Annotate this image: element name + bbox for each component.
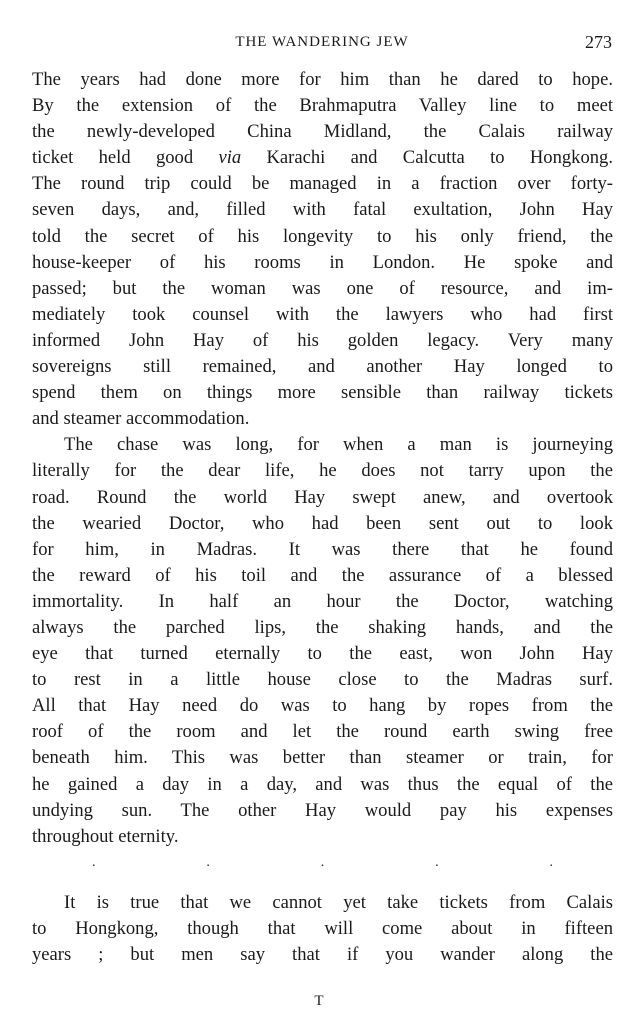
text-line: to Hongkong, though that will come about in fifteen <box>32 917 613 939</box>
text-line: eye that turned eternally to the east, won John Hay <box>32 643 613 665</box>
text-line: immortality. In half an hour the Doctor, watching <box>32 590 613 612</box>
text-line: beneath him. This was better than steamer or train, for <box>32 747 613 769</box>
text-fragment: Karachi and Calcutta to Hongkong. <box>241 147 613 169</box>
section-break <box>32 850 613 876</box>
section-break-dot: . <box>549 854 553 870</box>
text-line: he gained a day in a day, and was thus the equal of the <box>32 773 613 795</box>
text-line: informed John Hay of his golden legacy. Very many <box>32 329 613 351</box>
text-line: sovereigns still remained, and another Hay longed to <box>32 356 613 378</box>
text-line: All that Hay need do was to hang by ropes from the <box>32 695 613 717</box>
signature-mark: T <box>314 993 324 1009</box>
section-break-dot: . <box>435 854 439 870</box>
text-line: for him, in Madras. It was there that he found <box>32 538 613 560</box>
text-line: By the extension of the Brahmaputra Valley line to meet <box>32 95 613 117</box>
text-line: the wearied Doctor, who had been sent out to look <box>32 512 613 534</box>
text-line: The years had done more for him than he dared to hope. <box>32 69 613 90</box>
text-line: house-keeper of his rooms in London. He spoke and <box>32 251 613 273</box>
running-title: THE WANDERING JEW <box>235 34 409 50</box>
section-break-dot: . <box>320 854 325 870</box>
section-break-dot: . <box>92 854 96 870</box>
text-line: The chase was long, for when a man is journeying <box>64 434 613 456</box>
text-line-italic <box>32 145 613 171</box>
text-line: to rest in a little house close to the Madras surf. <box>32 669 613 691</box>
text-line: The round trip could be managed in a fraction over forty- <box>32 173 613 195</box>
italic-word: via <box>218 147 242 169</box>
text-line: It is true that we cannot yet take tickets from Calais <box>64 891 613 913</box>
paragraph-3 <box>32 890 613 968</box>
body-text <box>32 67 613 968</box>
text-line: the reward of his toil and the assurance of a blessed <box>32 564 613 586</box>
text-line: roof of the room and let the round earth swing free <box>32 721 613 743</box>
text-line: undying sun. The other Hay would pay his expenses <box>32 799 613 821</box>
text-line: throughout eternity. <box>32 825 179 847</box>
text-line: and steamer accommodation. <box>32 408 250 430</box>
running-head <box>32 30 612 54</box>
text-line: always the parched lips, the shaking hands, and the <box>32 616 613 638</box>
text-line: mediately took counsel with the lawyers who had first <box>32 303 613 325</box>
text-line: spend them on things more sensible than railway tickets <box>32 382 613 404</box>
text-line: road. Round the world Hay swept anew, and overtook <box>32 486 613 508</box>
text-line: told the secret of his longevity to his only friend, the <box>32 225 613 247</box>
text-line: seven days, and, filled with fatal exultation, John Hay <box>32 199 613 221</box>
page-number: 273 <box>585 32 612 52</box>
text-line: years ; but men say that if you wander along the <box>32 944 613 965</box>
text-line: literally for the dear life, he does not tarry upon the <box>32 460 613 482</box>
section-break-dot: . <box>206 854 210 870</box>
text-line: the newly-developed China Midland, the Calais railway <box>32 121 613 143</box>
text-fragment: ticket held good <box>32 147 219 169</box>
paragraph-1 <box>32 67 613 432</box>
text-line: passed; but the woman was one of resource, and im- <box>32 277 613 299</box>
paragraph-2 <box>32 432 613 850</box>
